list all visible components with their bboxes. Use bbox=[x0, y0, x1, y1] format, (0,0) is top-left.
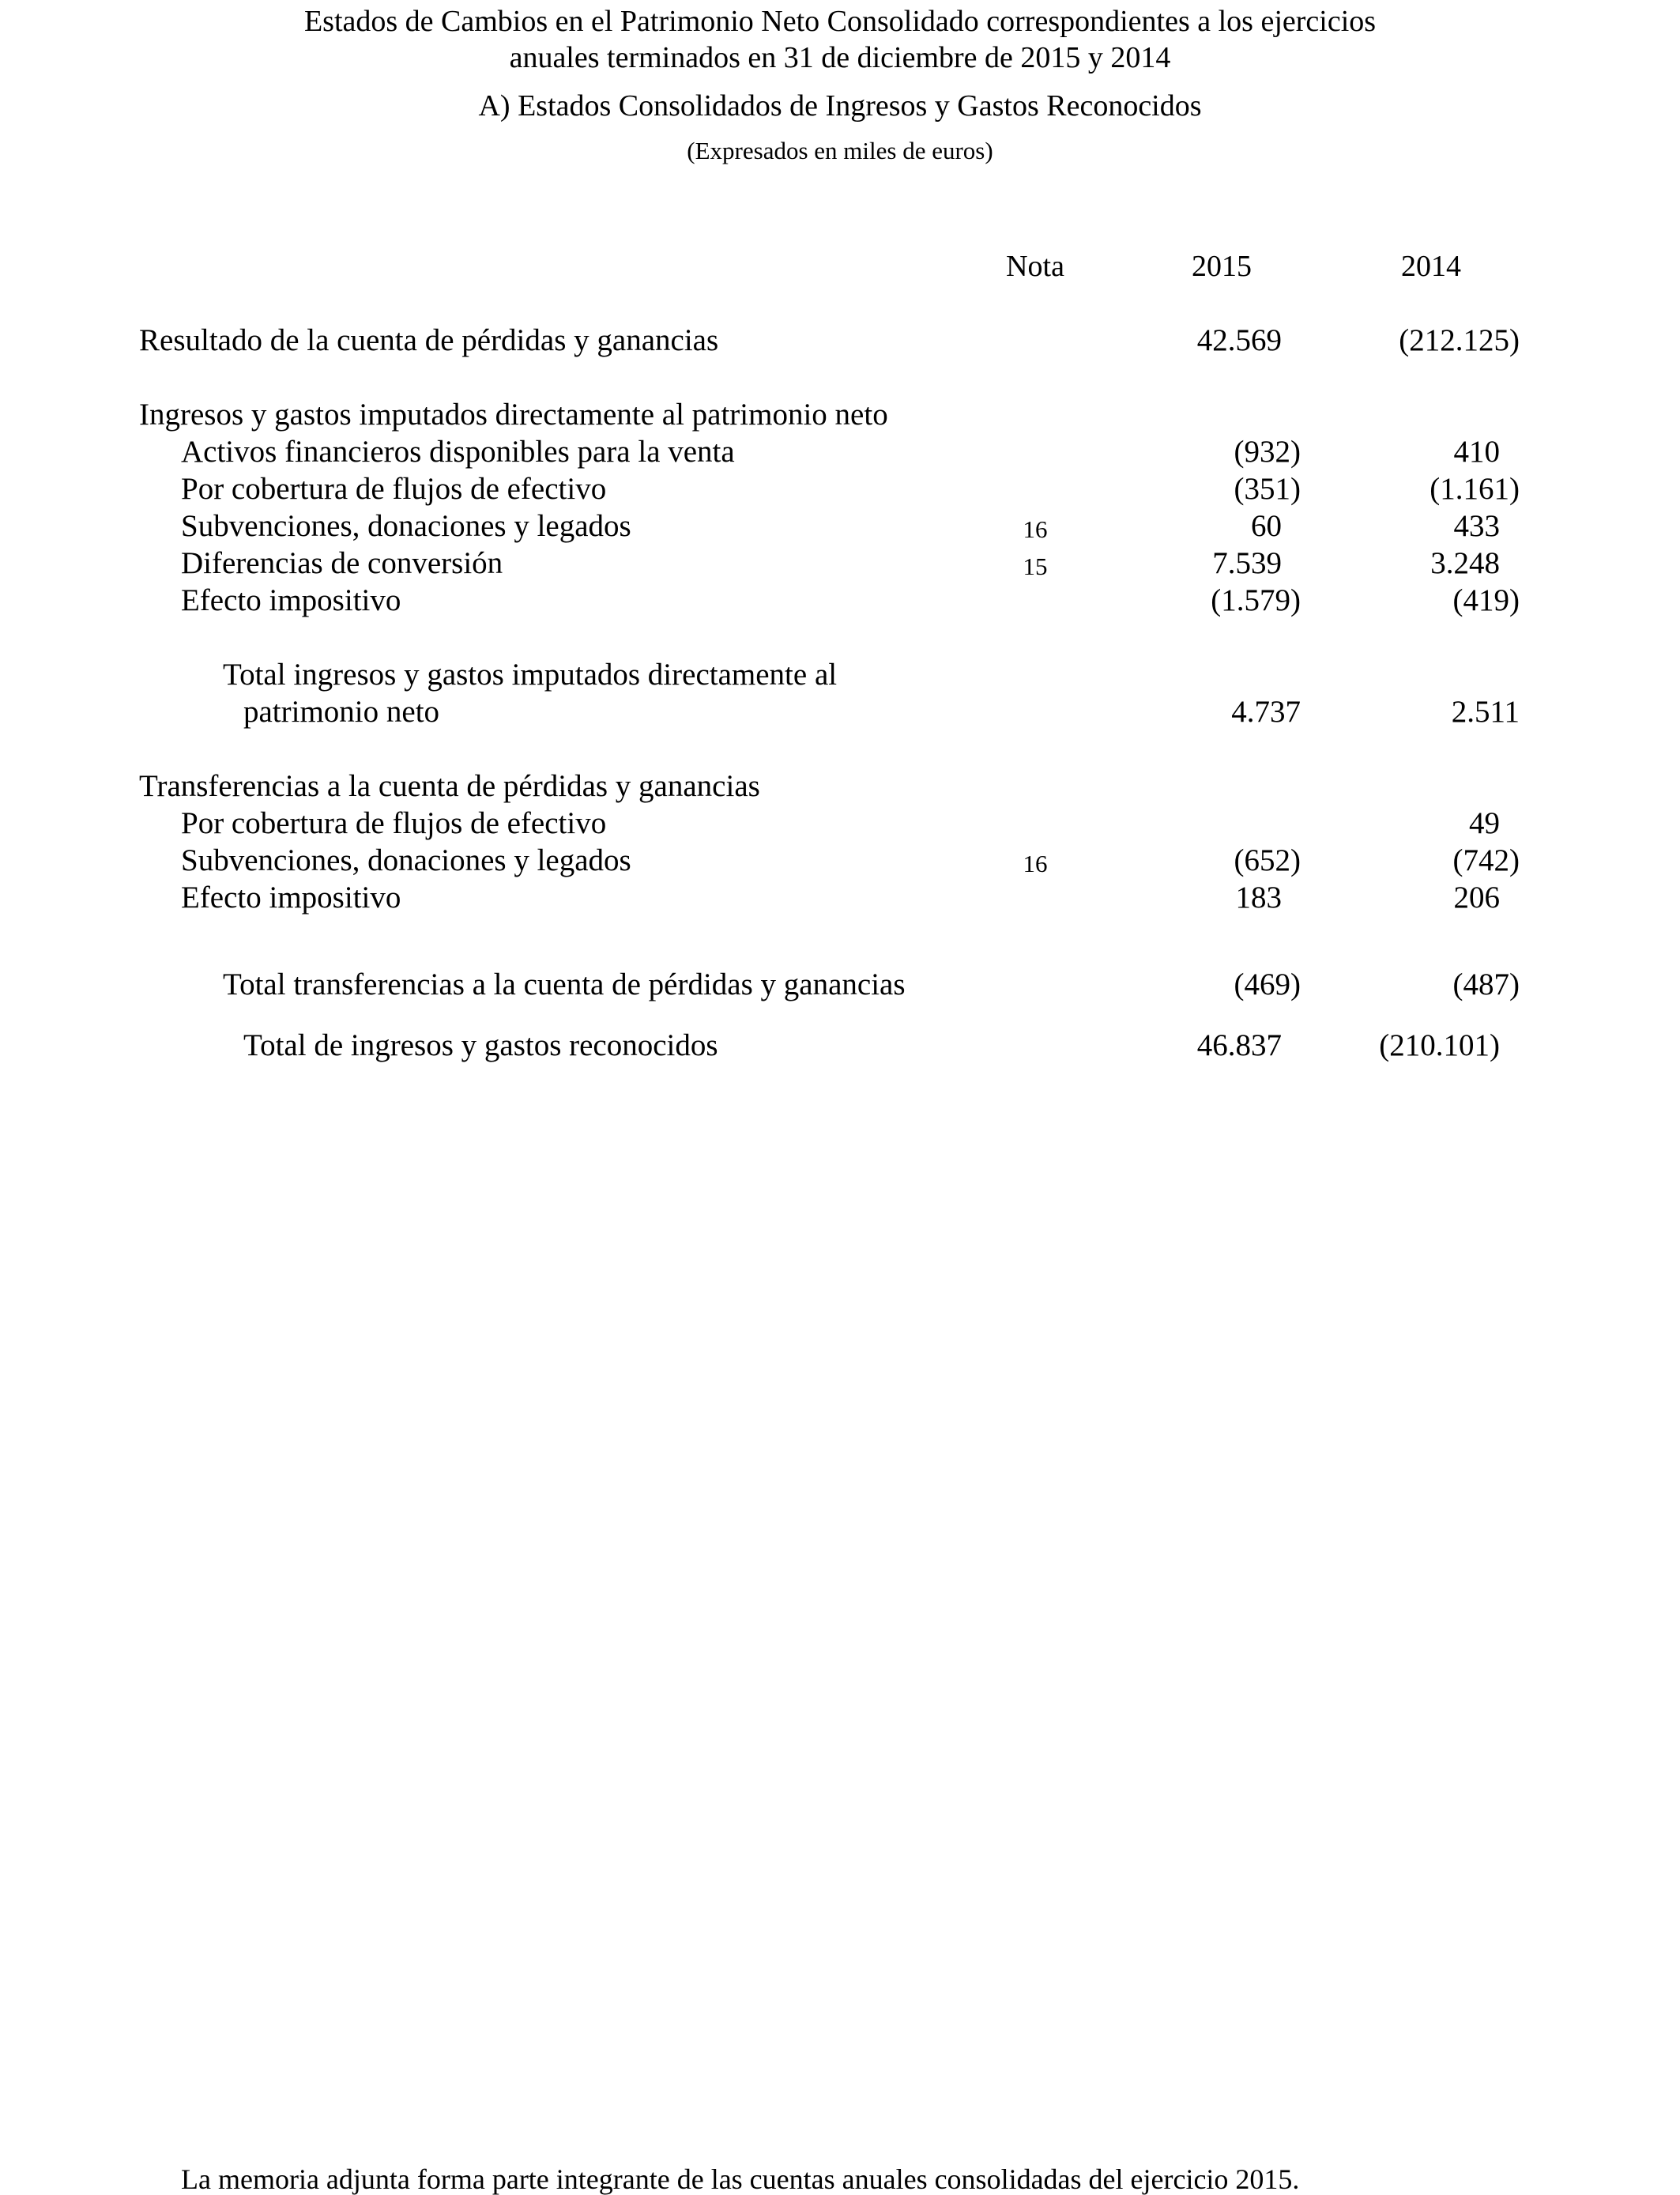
row-subvenciones2-2014: (742) bbox=[1452, 843, 1520, 877]
total-imputados-label-line2: patrimonio neto bbox=[243, 695, 440, 729]
total-transferencias-2015: (469) bbox=[1234, 967, 1301, 1001]
title-line-1: Estados de Cambios en el Patrimonio Neto Consolidado correspondientes a los ejercicios bbox=[303, 5, 1377, 38]
footer-note: La memoria adjunta forma parte integrante de las cuentas anuales consolidadas del ejercicio 2015. bbox=[181, 2163, 1300, 2195]
col-header-nota: Nota bbox=[1006, 250, 1064, 283]
total-transferencias-2014: (487) bbox=[1452, 967, 1520, 1001]
row-cobertura1-2015: (351) bbox=[1234, 472, 1301, 506]
row-efecto1-label: Efecto impositivo bbox=[181, 583, 401, 617]
row-efecto1-2014: (419) bbox=[1452, 583, 1520, 617]
row-efecto2-2014: 206 bbox=[1453, 881, 1500, 915]
row-activos-label: Activos financieros disponibles para la venta bbox=[181, 435, 735, 469]
row-efecto2-2015: 183 bbox=[1235, 881, 1282, 915]
row-activos-2014: 410 bbox=[1453, 435, 1500, 469]
total-imputados-label-line1: Total ingresos y gastos imputados directamente al bbox=[223, 658, 838, 692]
row-resultado-2015: 42.569 bbox=[1196, 323, 1282, 357]
row-efecto1-2015: (1.579) bbox=[1211, 583, 1301, 617]
row-resultado-label: Resultado de la cuenta de pérdidas y ganancias bbox=[139, 323, 719, 357]
row-diferencias-2015: 7.539 bbox=[1212, 546, 1282, 580]
row-diferencias-label: Diferencias de conversión bbox=[181, 546, 503, 580]
row-subvenciones2-nota: 16 bbox=[1023, 850, 1048, 877]
title-line-2: anuales terminados en 31 de diciembre de 2015 y 2014 bbox=[509, 41, 1171, 74]
row-subvenciones2-2015: (652) bbox=[1234, 843, 1301, 877]
units-subtitle: (Expresados en miles de euros) bbox=[687, 137, 993, 164]
row-diferencias-nota: 15 bbox=[1023, 553, 1048, 580]
row-subvenciones1-2014: 433 bbox=[1453, 509, 1500, 543]
total-reconocidos-2014: (210.101) bbox=[1379, 1028, 1500, 1062]
row-diferencias-2014: 3.248 bbox=[1430, 546, 1500, 580]
row-subvenciones1-label: Subvenciones, donaciones y legados bbox=[181, 509, 631, 543]
row-efecto2-label: Efecto impositivo bbox=[181, 881, 401, 915]
col-header-2014: 2014 bbox=[1401, 250, 1461, 283]
row-subvenciones2-label: Subvenciones, donaciones y legados bbox=[181, 843, 631, 877]
total-imputados-2015: 4.737 bbox=[1231, 695, 1301, 729]
row-resultado-2014: (212.125) bbox=[1399, 323, 1520, 357]
row-cobertura2-2014: 49 bbox=[1469, 806, 1500, 840]
section-transferencias-heading: Transferencias a la cuenta de pérdidas y ganancias bbox=[139, 769, 760, 803]
total-imputados-2014: 2.511 bbox=[1451, 695, 1520, 729]
section-imputados-heading: Ingresos y gastos imputados directamente al patrimonio neto bbox=[139, 398, 888, 432]
total-transferencias-label: Total transferencias a la cuenta de pérdidas y ganancias bbox=[223, 967, 906, 1001]
col-header-2015: 2015 bbox=[1192, 250, 1252, 283]
row-cobertura1-label: Por cobertura de flujos de efectivo bbox=[181, 472, 607, 506]
row-cobertura2-label: Por cobertura de flujos de efectivo bbox=[181, 806, 607, 840]
row-subvenciones1-2015: 60 bbox=[1251, 509, 1282, 543]
section-title: A) Estados Consolidados de Ingresos y Gastos Reconocidos bbox=[478, 89, 1202, 123]
total-reconocidos-2015: 46.837 bbox=[1196, 1028, 1282, 1062]
row-subvenciones1-nota: 16 bbox=[1023, 515, 1048, 543]
row-activos-2015: (932) bbox=[1234, 435, 1301, 469]
total-reconocidos-label: Total de ingresos y gastos reconocidos bbox=[243, 1028, 718, 1062]
row-cobertura1-2014: (1.161) bbox=[1430, 472, 1520, 506]
